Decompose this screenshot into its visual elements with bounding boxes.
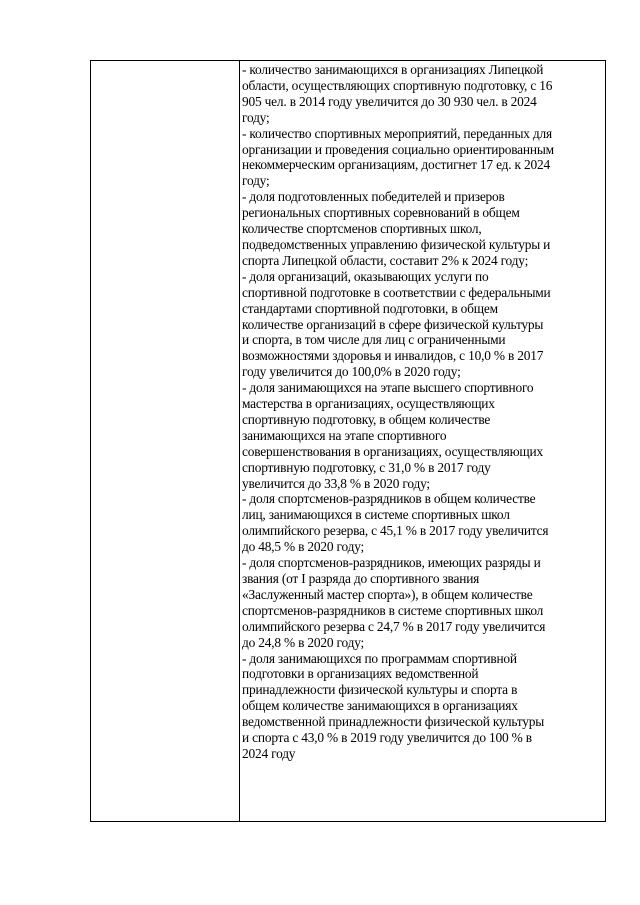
indicator-item: - доля спортсменов-разрядников, имеющих разряды и звания (от I разряда до спортивного звания «Заслуженный мастер спорта»), в общем количестве спортсменов-разрядников в системе спортивных школ олимпийского резерва с 24,7 % в 2017 году увеличится до 24,8 % в 2020 году; [242, 555, 546, 650]
indicator-item: - доля организаций, оказывающих услуги по спортивной подготовке в соответствии с федеральными стандартами спортивной подготовки, в общем количестве организаций в сфере физической культуры и спорта, в том числе для лиц с ограниченными возможностями здоровья и инвалидов, с 10,0 % в 2017 году увеличится до 100,0% в 2020 году; [242, 268, 551, 380]
indicator-item: - количество занимающихся в организациях Липецкой области, осуществляющих спортивную подготовку, с 16 905 чел. в 2014 году увеличится до 30 930 чел. в 2024 году; [242, 62, 553, 125]
indicator-item: - количество спортивных мероприятий, переданных для организации и проведения социально ориентированным некоммерческим организациям, достигнет 17 ед. к 2024 году; [242, 125, 554, 189]
indicators-table [90, 60, 606, 822]
indicator-item: - доля подготовленных победителей и призеров региональных спортивных соревнований в общем количестве спортсменов спортивных школ, подведомственных управлению физической культуры и спорта Липецкой области, составит 2% к 2024 году; [242, 189, 551, 268]
table-right-cell [240, 61, 605, 821]
indicator-item: - доля занимающихся на этапе высшего спортивного мастерства в организациях, осуществляющих спортивную подготовку, в общем количестве занимающихся на этапе спортивного совершенствования в организациях, осуществляющих спортивную подготовку, с 31,0 % в 2017 году увеличится до 33,8 % в 2020 году; [242, 380, 543, 491]
indicator-item: - доля спортсменов-разрядников в общем количестве лиц, занимающихся в системе спортивных школ олимпийского резерва, с 45,1 % в 2017 году увеличится до 48,5 % в 2020 году; [242, 491, 549, 555]
table-left-cell [91, 61, 240, 821]
indicator-item: - доля занимающихся по программам спортивной подготовки в организациях ведомственной принадлежности физической культуры и спорта в общем количестве занимающихся в организациях ведомственной принадлежности физической культуры и спорта с 43,0 % в 2019 году увеличится до 100 % в 2024 году [242, 650, 545, 761]
